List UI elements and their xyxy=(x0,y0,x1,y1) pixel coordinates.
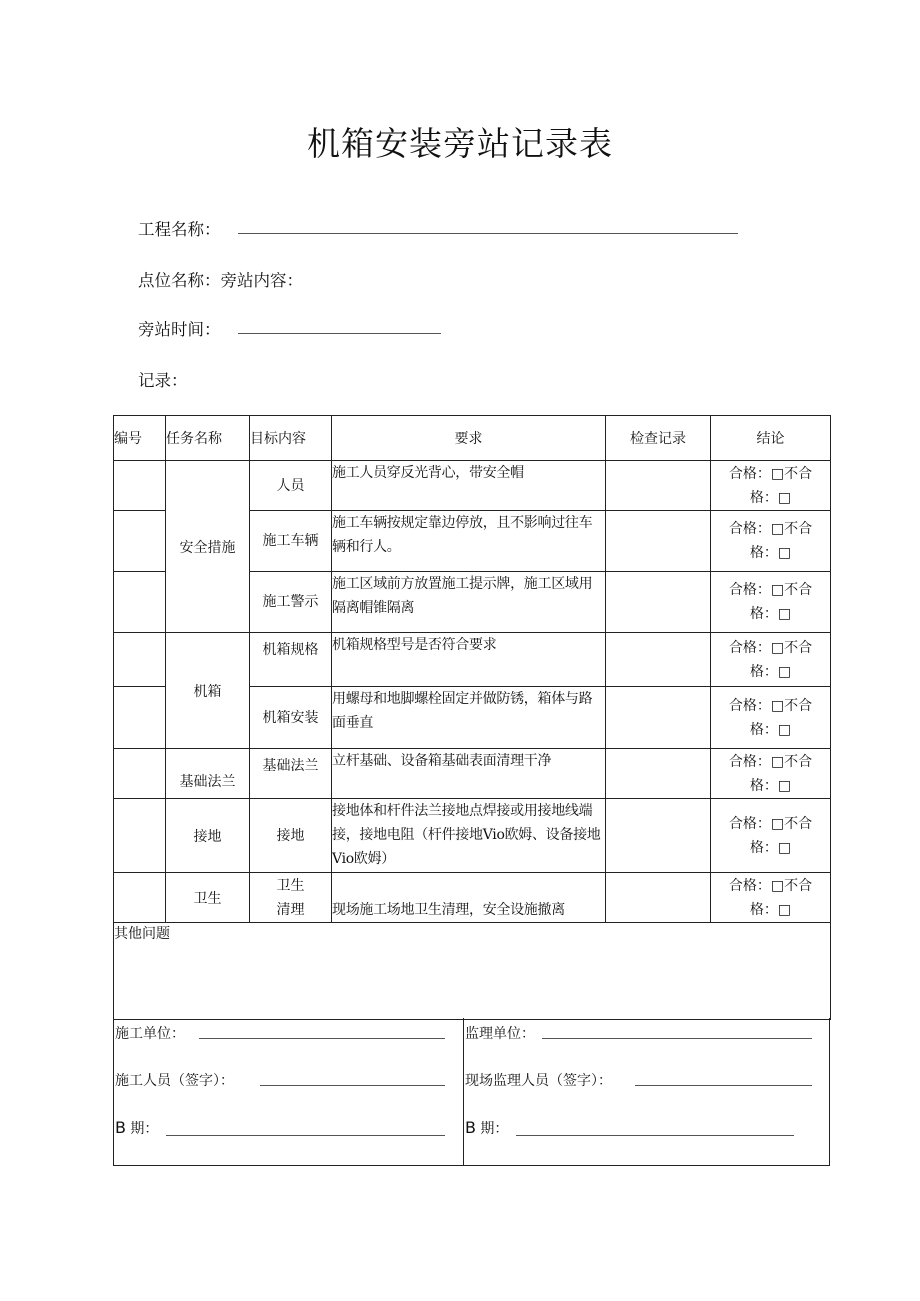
conclusion-cell[interactable]: 合格：□不合 格：□ xyxy=(711,749,831,799)
table-row xyxy=(114,873,831,923)
target-cell: 接地 xyxy=(250,799,332,873)
conclusion-cell[interactable]: 合格：□不合 格：□ xyxy=(711,461,831,511)
number-cell[interactable] xyxy=(114,572,166,633)
task-cell: 机箱 xyxy=(166,633,250,749)
conclusion-cell[interactable]: 合格：□不合 格：□ xyxy=(711,687,831,749)
construction-date-label: B 期： xyxy=(115,1118,159,1137)
table-header-row xyxy=(114,416,831,461)
supervision-date-label: B 期： xyxy=(465,1118,509,1137)
target-cell: 施工车辆 xyxy=(250,511,332,572)
check-record-cell[interactable] xyxy=(606,799,711,873)
record-label: 记录： xyxy=(138,371,188,390)
project-name-label: 工程名称： xyxy=(138,220,221,239)
construction-unit-label: 施工单位： xyxy=(115,1026,185,1042)
construction-person-line[interactable] xyxy=(260,1085,445,1086)
target-cell: 卫生 清理 xyxy=(250,873,332,923)
requirement-cell: 现场施工场地卫生清理，安全设施撤离 xyxy=(332,873,606,923)
header-conclusion: 结论 xyxy=(711,416,831,461)
target-cell: 人员 xyxy=(250,461,332,511)
task-cell: 安全措施 xyxy=(166,461,250,633)
requirement-cell: 立杆基础、设备箱基础表面清理干净 xyxy=(332,749,606,799)
header-target: 目标内容 xyxy=(250,416,332,461)
check-record-cell[interactable] xyxy=(606,633,711,687)
requirement-cell: 施工区域前方放置施工提示牌，施工区域用隔离帽锥隔离 xyxy=(332,572,606,633)
check-record-cell[interactable] xyxy=(606,511,711,572)
task-cell: 接地 xyxy=(166,799,250,873)
conclusion-cell[interactable]: 合格：□不合 格：□ xyxy=(711,511,831,572)
number-cell[interactable] xyxy=(114,687,166,749)
task-cell: 基础法兰 xyxy=(166,749,250,799)
header-task: 任务名称 xyxy=(166,416,250,461)
header-number: 编号 xyxy=(114,416,166,461)
construction-person-label: 施工人员（签字）： xyxy=(115,1073,234,1089)
point-content-label: 点位名称：旁站内容： xyxy=(138,271,303,290)
inspection-table xyxy=(113,415,831,1020)
target-cell: 施工警示 xyxy=(250,572,332,633)
table-row xyxy=(114,461,831,511)
conclusion-cell[interactable]: 合格：□不合 格：□ xyxy=(711,799,831,873)
other-issues-cell[interactable]: 其他问题 xyxy=(114,923,831,1020)
check-record-cell[interactable] xyxy=(606,461,711,511)
supervision-person-line[interactable] xyxy=(635,1085,812,1086)
target-cell: 机箱规格 xyxy=(250,633,332,687)
table-row xyxy=(114,799,831,873)
table-row xyxy=(114,749,831,799)
page-title: 机箱安装旁站记录表 xyxy=(307,124,613,163)
number-cell[interactable] xyxy=(114,461,166,511)
supervision-date-line[interactable] xyxy=(516,1135,794,1136)
requirement-cell: 用螺母和地脚螺栓固定并做防锈，箱体与路面垂直 xyxy=(332,687,606,749)
target-cell: 机箱安装 xyxy=(250,687,332,749)
header-requirement: 要求 xyxy=(332,416,606,461)
signature-area xyxy=(113,1018,830,1166)
check-record-cell[interactable] xyxy=(606,572,711,633)
requirement-cell: 施工车辆按规定靠边停放，且不影响过往车辆和行人。 xyxy=(332,511,606,572)
signature-divider xyxy=(463,1018,464,1165)
task-cell: 卫生 xyxy=(166,873,250,923)
table-row xyxy=(114,633,831,687)
requirement-cell: 施工人员穿反光背心，带安全帽 xyxy=(332,461,606,511)
project-name-line[interactable] xyxy=(238,233,738,234)
construction-unit-line[interactable] xyxy=(199,1038,445,1039)
check-record-cell[interactable] xyxy=(606,749,711,799)
construction-date-line[interactable] xyxy=(166,1135,445,1136)
header-check-record: 检查记录 xyxy=(606,416,711,461)
number-cell[interactable] xyxy=(114,749,166,799)
supervision-unit-line[interactable] xyxy=(542,1038,812,1039)
number-cell[interactable] xyxy=(114,633,166,687)
supervision-unit-label: 监理单位： xyxy=(465,1026,535,1042)
supervision-person-label: 现场监理人员（签字）： xyxy=(465,1073,612,1089)
number-cell[interactable] xyxy=(114,873,166,923)
requirement-cell: 机箱规格型号是否符合要求 xyxy=(332,633,606,687)
requirement-cell: 接地体和杆件法兰接地点焊接或用接地线端接，接地电阻（杆件接地Vio欧姆、设备接地Vio欧姆） xyxy=(332,799,606,873)
conclusion-cell[interactable]: 合格：□不合 格：□ xyxy=(711,873,831,923)
target-cell: 基础法兰 xyxy=(250,749,332,799)
number-cell[interactable] xyxy=(114,511,166,572)
time-label: 旁站时间： xyxy=(138,320,221,339)
time-line[interactable] xyxy=(238,333,441,334)
conclusion-cell[interactable]: 合格：□不合 格：□ xyxy=(711,633,831,687)
conclusion-cell[interactable]: 合格：□不合 格：□ xyxy=(711,572,831,633)
check-record-cell[interactable] xyxy=(606,873,711,923)
other-issues-row xyxy=(114,923,831,1020)
number-cell[interactable] xyxy=(114,799,166,873)
check-record-cell[interactable] xyxy=(606,687,711,749)
